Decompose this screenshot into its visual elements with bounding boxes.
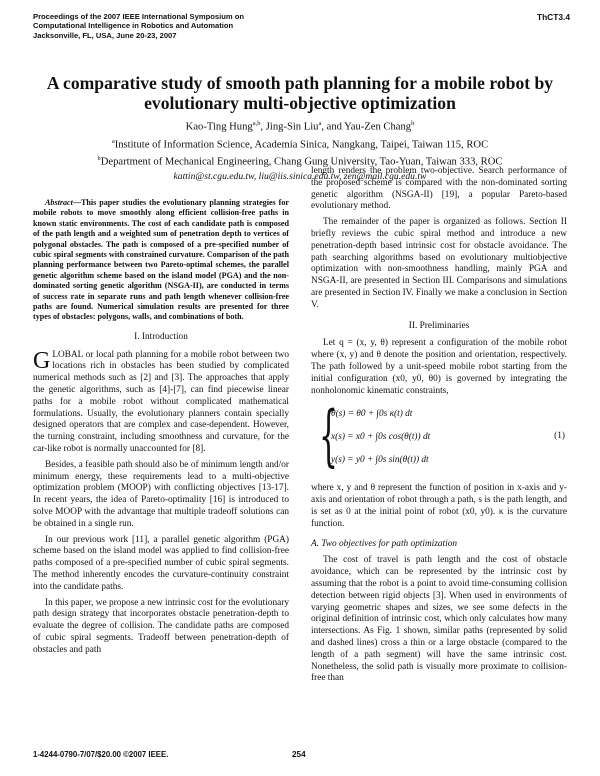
section-heading-preliminaries: II. Preliminaries <box>408 320 470 331</box>
intro-paragraph-2: Besides, a feasible path should also be of minimum length and/or minimum energy, these requirements lead to a multi-objective optimization problem (MOOP) with conflicting objectives [13-17]. In recent years, the idea of Pareto-optimality [16] is introduced to solve MOOP with the advantage that multiple tradeoff solutions can be obtained in a single run. <box>33 459 289 529</box>
header-line-3: Jacksonville, FL, USA, June 20-23, 2007 <box>33 30 177 40</box>
author-emails: kattin@st.cgu.edu.tw, liu@iis.sinica.edu.tw, zen@mail.cgu.edu.tw <box>173 170 427 182</box>
equation-line-2: x(s) = x0 + ∫0s cos(θ(t)) dt <box>331 432 431 443</box>
subsection-heading-a: A. Two objectives for path optimization <box>311 538 457 549</box>
equation-line-1: θ(s) = θ0 + ∫0s κ(t) dt <box>331 409 413 420</box>
header-line-1: Proceedings of the 2007 IEEE International Symposium on <box>33 12 244 21</box>
affiliation-1: $^a$Institute of Information Science, Academia Sinica, Nangkang, Taipei, Taiwan 115, ROC <box>111 137 489 151</box>
equation-number: (1) <box>554 431 565 442</box>
prelim-paragraph-1: Let q = (x, y, θ) represent a configuration of the mobile robot where (x, y) and θ denote the position and orientation, respectively. The path followed by a unit-speed mobile robot starting from the initial configuration (x0, y0, θ0) is governed by integrating the nonholonomic kinematic constraints, <box>311 338 567 396</box>
equation-line-3: y(s) = y0 + ∫0s sin(θ(t)) dt <box>331 455 429 466</box>
page-number: 254 <box>292 750 306 759</box>
left-column <box>33 198 289 661</box>
prelim-paragraph-2: where x, y and θ represent the function of position in x-axis and y-axis and orientation of robot through a path, s is the path length, and is set as 0 at the initial point of robot (x0, y0). κ is the curvature function. <box>311 483 567 529</box>
title-line-2: evolutionary multi-objective optimization <box>144 93 456 113</box>
title-line-1: A comparative study of smooth path planning for a mobile robot by <box>46 73 554 93</box>
paper-title <box>40 73 560 113</box>
author-names: Kao-Ting Hung$^{a,b}$, Jing-Sin Liu$^a$, and Yau-Zen Chang$^b$ <box>185 120 415 133</box>
right-paragraph-1: length renders the problem two-objective. Search performance of the proposed scheme is compared with the non-dominated sorting genetic algorithm (NSGA-II) [19], a popular Pareto-based evolutionary method. <box>311 166 567 212</box>
intro-paragraph-1: GLOBAL or local path planning for a mobile robot between two locations rich in obstacles has been studied by complicated numerical methods such as [2] and [3]. The approaches that apply the genetic algorithms, such as [4]-[7], can find piecewise linear paths for a mobile robot without complicated mathematical formulations. Usually, the evolutionary planners contain specially designed operators that are complex and case-dependent. However, the turning constraint, including smoothness and curvature, for the car-like robot is normally unaccounted for [8]. <box>33 347 289 455</box>
equation-brace: { <box>319 397 338 475</box>
subsection-paragraph-1: The cost of travel is path length and the cost of obstacle avoidance, which can be represented by the intrinsic cost by assuming that the robot is a point to avoid time-consuming collision detection between rigid objects [3]. When used in environments of varying geometric shapes and sizes, we see some defects in the original definition of intrinsic cost, which only calculates how many intersections. As Fig. 1 shown, similar paths (represented by solid and dashed lines) cross a thin or a large obstacle (compared to the length of a path segment) will have the same intrinsic cost. Nonetheless, the solid path is visually more proximate to collision-free than <box>311 555 567 684</box>
session-code: ThCT3.4 <box>536 12 570 22</box>
copyright-footer: 1-4244-0790-7/07/$20.00 ©2007 IEEE. <box>33 750 169 759</box>
drop-cap: G <box>33 347 51 374</box>
header-line-2: Computational Intelligence in Robotics and Automation <box>33 21 234 31</box>
intro-paragraph-4: In this paper, we propose a new intrinsic cost for the evolutionary path design strategy that incorporates obstacle penetration-depth to evaluate the degree of collision. The candidate paths are composed of cubic spiral segments. Tradeoff between penetration-depth of obstacles and path <box>33 597 289 655</box>
proceedings-header <box>33 12 244 40</box>
right-paragraph-2: The remainder of the paper is organized as follows. Section II briefly reviews the cubic spiral method and introduce a new penetration-depth based intrinsic cost for obstacle avoidance. The path searching algorithms based on evolutionary multiobjective optimization with non-smoothness handling, mainly PGA and NSGA-II, are presented in Section III. Comparisons and simulations are presented in Section IV. Finally we make a conclusion in Section V. <box>311 217 567 310</box>
abstract: Abstract—This paper studies the evolutionary planning strategies for mobile robots to move smoothly along efficient collision-free paths in known static environments. The cost of each candidate path is composed of the path length and a weighted sum of penetration depth to vertices of polygonal obstacles. The path is composed of a pre-specified number of cubic spiral segments with constrained curvature. Comparison of the path planning performance between two Pareto-optimal schemes, the parallel genetic algorithm scheme based on the island model (PGA) and the non-dominated sorting genetic algorithm (NSGA-II), are conducted in terms of success rate in separate runs and path length whenever collision-free paths are found. Numerical simulation results are presented for three types of obstacles: polygons, walls, and combinations of both. <box>33 198 289 322</box>
intro-paragraph-3: In our previous work [11], a parallel genetic algorithm (PGA) scheme based on the island model was applied to find collision-free paths composed of a pre-specified number of cubic spiral segments. The method inherently encodes the curvature-continuity constraint into the candidate paths. <box>33 534 289 592</box>
affiliation-2: $^b$Department of Mechanical Engineering, Chang Gung University, Tao-Yuan, Taiwan 333, ROC <box>97 155 503 168</box>
equation-1 <box>311 397 567 475</box>
section-heading-introduction: I. Introduction <box>134 331 188 342</box>
right-column <box>311 166 567 689</box>
